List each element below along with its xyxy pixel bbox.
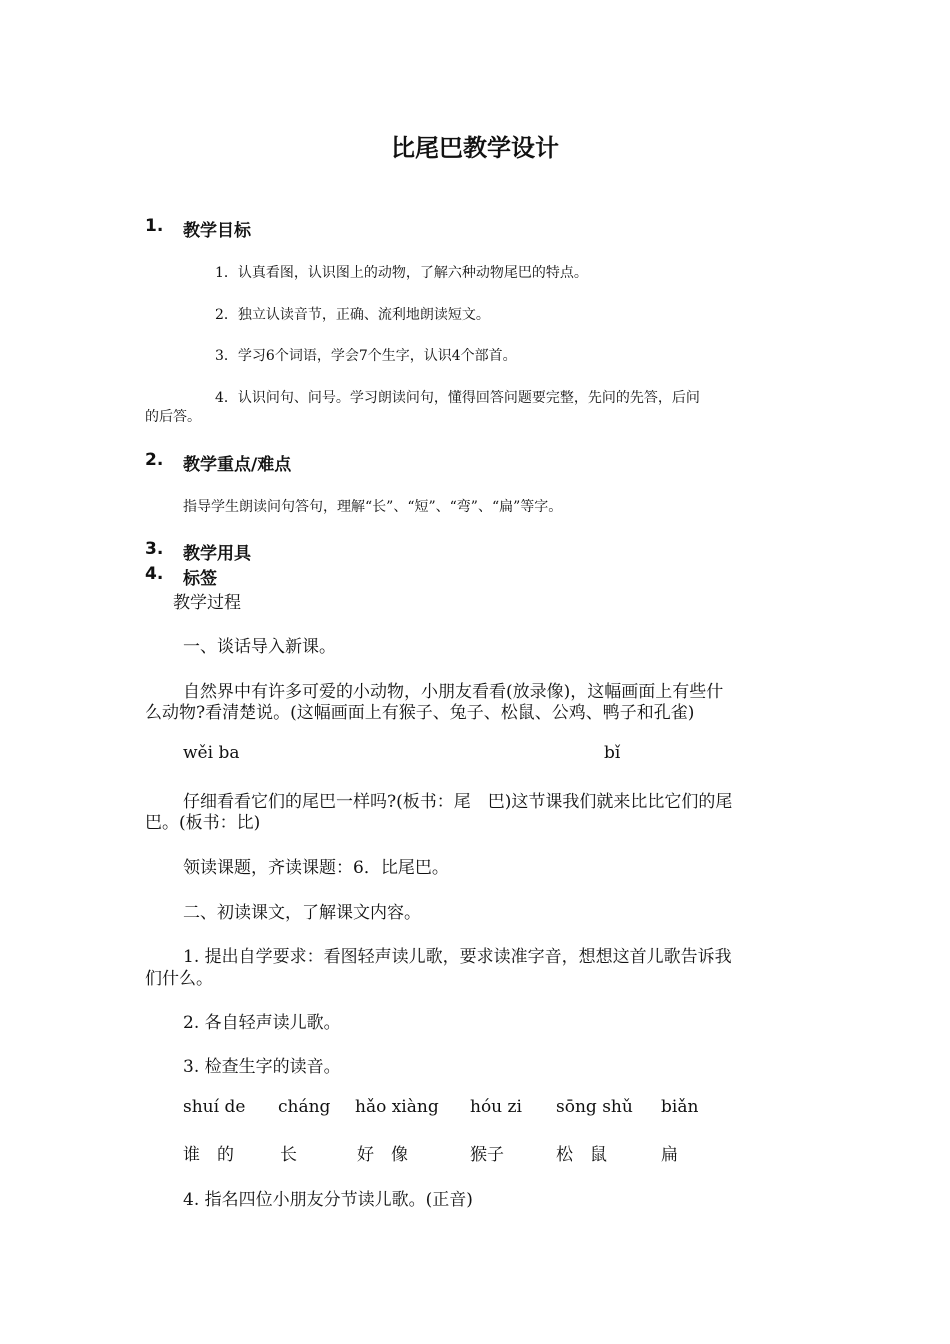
section-number: 3. <box>145 539 164 559</box>
goal-item: 4．认识问句、问号。学习朗读问句，懂得回答问题要完整，先问的先答，后问 <box>215 390 700 406</box>
paragraph-line: 自然界中有许多可爱的小动物，小朋友看看(放录像)，这幅画面上有些什 <box>183 682 724 702</box>
goal-item: 2．独立认读音节，正确、流利地朗读短文。 <box>215 307 490 323</box>
hanzi-word: 好 像 <box>357 1145 408 1165</box>
step-item: 1. 提出自学要求：看图轻声读儿歌，要求读准字音，想想这首儿歌告诉我 <box>183 947 732 967</box>
section-heading: 教学重点/难点 <box>183 455 292 475</box>
hanzi-word: 扁 <box>661 1145 678 1165</box>
goal-item: 1．认真看图，认识图上的动物，了解六种动物尾巴的特点。 <box>215 265 588 281</box>
section-heading: 教学目标 <box>183 221 251 241</box>
section-number: 4. <box>145 564 164 584</box>
paragraph-line: 仔细看看它们的尾巴一样吗?(板书：尾 巴)这节课我们就来比比它们的尾 <box>183 792 733 812</box>
pinyin-annotation: bǐ <box>604 743 621 763</box>
process-part-heading: 二、初读课文，了解课文内容。 <box>183 903 421 923</box>
hanzi-word: 谁 的 <box>183 1145 234 1165</box>
pinyin-word: biǎn <box>661 1097 699 1117</box>
section-heading: 教学用具 <box>183 544 251 564</box>
step-item-continued: 们什么。 <box>145 969 213 989</box>
goal-item: 3．学习6个词语，学会7个生字，认识4个部首。 <box>215 348 517 364</box>
pinyin-word: hǎo xiàng <box>355 1097 439 1117</box>
paragraph-line: 么动物?看清楚说。(这幅画面上有猴子、兔子、松鼠、公鸡、鸭子和孔雀) <box>145 703 695 723</box>
pinyin-annotation: wěi ba <box>183 743 240 763</box>
section-heading: 标签 <box>183 569 217 589</box>
goal-item-continued: 的后答。 <box>145 409 201 425</box>
process-part-heading: 一、谈话导入新课。 <box>183 637 336 657</box>
key-points-text: 指导学生朗读问句答句，理解“长”、“短”、“弯”、“扁”等字。 <box>183 499 563 515</box>
pinyin-word: hóu zi <box>470 1097 522 1117</box>
step-item: 4. 指名四位小朋友分节读儿歌。(正音) <box>183 1190 473 1210</box>
paragraph-line: 巴。(板书：比) <box>145 813 261 833</box>
process-heading: 教学过程 <box>173 593 241 613</box>
pinyin-word: shuí de <box>183 1097 246 1117</box>
pinyin-word: cháng <box>278 1097 331 1117</box>
section-number: 2. <box>145 450 164 470</box>
hanzi-word: 长 <box>280 1145 297 1165</box>
step-item: 2. 各自轻声读儿歌。 <box>183 1013 341 1033</box>
paragraph-line: 领读课题，齐读课题：6．比尾巴。 <box>183 858 449 878</box>
pinyin-word: sōng shǔ <box>556 1097 633 1117</box>
section-number: 1. <box>145 216 164 236</box>
page-title: 比尾巴教学设计 <box>391 134 559 162</box>
step-item: 3. 检查生字的读音。 <box>183 1057 341 1077</box>
hanzi-word: 猴子 <box>470 1145 504 1165</box>
hanzi-word: 松 鼠 <box>556 1145 607 1165</box>
